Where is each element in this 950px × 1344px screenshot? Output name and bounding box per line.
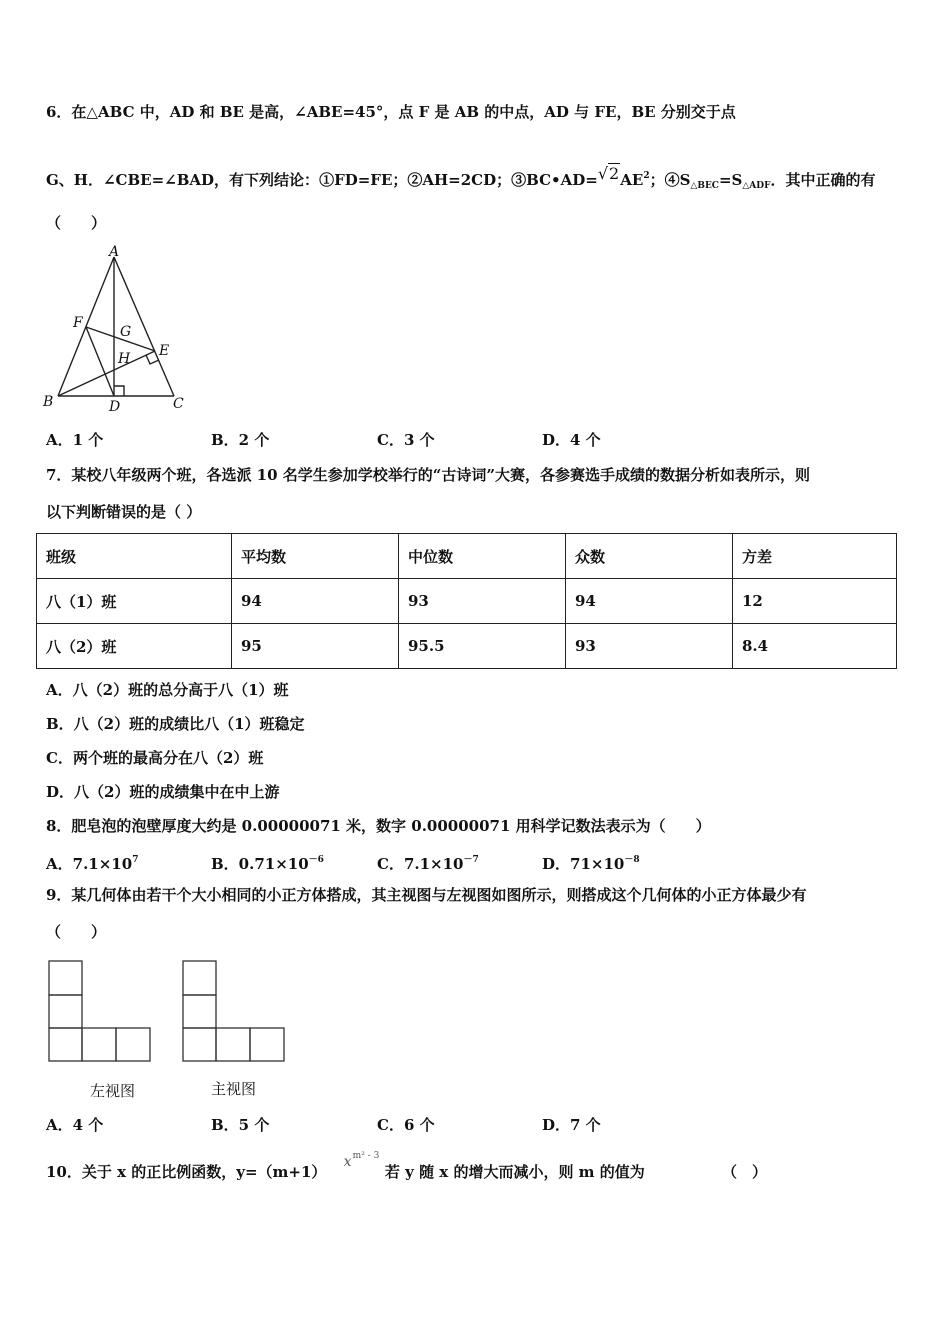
q6-option-c[interactable]: C．3 个 [377, 431, 435, 449]
q6-answer-blank: （ ） [46, 214, 107, 232]
table-header-row [37, 534, 897, 579]
table-row [37, 579, 897, 624]
table-cell: 95 [232, 624, 399, 669]
q9-option-b[interactable]: B．5 个 [211, 1116, 270, 1134]
q8-option-a[interactable] [46, 850, 138, 874]
q7-stem-line2: 以下判断错误的是（ ） [46, 503, 202, 521]
right-angle-mark-d [114, 386, 124, 396]
q6-options [46, 430, 846, 450]
header-class: 班级 [37, 534, 232, 579]
q6-option-b[interactable]: B．2 个 [211, 431, 270, 449]
header-mode: 众数 [566, 534, 733, 579]
table-cell: 93 [399, 579, 566, 624]
q6-stem-text-d: =S [718, 171, 743, 189]
q8-option-d[interactable] [542, 850, 640, 874]
label-b: B [43, 394, 54, 410]
main-view-caption: 主视图 [211, 1080, 257, 1098]
q6-stem-text-e: ．其中正确的有 [770, 171, 876, 189]
q8-stem: 8．肥皂泡的泡壁厚度大约是 0.00000071 米，数字 0.00000071 用科学记数法表示为（ ） [46, 817, 711, 835]
table-cell: 12 [733, 579, 897, 624]
q8-option-b[interactable] [211, 850, 324, 874]
q6-subscript-adf: △ADF [742, 181, 771, 191]
header-median: 中位数 [399, 534, 566, 579]
q6-option-d[interactable]: D．4 个 [542, 431, 601, 449]
table-cell: 94 [566, 579, 733, 624]
q9-stem: 9．某几何体由若干个大小相同的小正方体搭成，其主视图与左视图如图所示，则搭成这个几何体的小正方体最少有 [46, 886, 807, 904]
left-view-figure [48, 960, 153, 1063]
q10-stem [46, 1151, 645, 1182]
q6-stem-text-b: AE [620, 171, 644, 189]
q7-option-b[interactable]: B．八（2）班的成绩比八（1）班稳定 [46, 715, 305, 733]
header-variance: 方差 [733, 534, 897, 579]
q7-option-d[interactable]: D．八（2）班的成绩集中在中上游 [46, 783, 280, 801]
header-mean: 平均数 [232, 534, 399, 579]
label-f: F [73, 315, 83, 331]
q8-option-a-base: A．7.1×10 [46, 855, 133, 873]
q8-option-d-exp: －8 [624, 855, 640, 865]
table-cell: 95.5 [399, 624, 566, 669]
q10-power [332, 1151, 380, 1182]
q8-option-d-base: D．71×10 [542, 855, 625, 873]
q9-option-a[interactable]: A．4 个 [46, 1116, 104, 1134]
q6-stem-text-a: G、H．∠CBE=∠BAD，有下列结论：①FD=FE；②AH=2CD；③BC•AD= [46, 171, 598, 189]
q10-text-a: 10．关于 x 的正比例函数，y=（m+1） [46, 1163, 327, 1181]
q7-option-c[interactable]: C．两个班的最高分在八（2）班 [46, 749, 264, 767]
q8-options [46, 850, 846, 873]
sqrt-symbol: √2 [597, 164, 620, 183]
table-cell: 94 [232, 579, 399, 624]
label-g: G [120, 324, 132, 340]
q7-stem-line1: 7．某校八年级两个班，各选派 10 名学生参加学校举行的“古诗词”大赛，各参赛选手成绩的数据分析如表所示，则 [46, 466, 811, 484]
q9-options [46, 1115, 846, 1135]
table-cell: 八（2）班 [37, 624, 232, 669]
label-d: D [109, 399, 121, 415]
main-view-figure [182, 960, 287, 1063]
q9-option-c[interactable]: C．6 个 [377, 1116, 435, 1134]
q9-option-d[interactable]: D．7 个 [542, 1116, 601, 1134]
table-cell: 93 [566, 624, 733, 669]
q8-option-b-exp: －6 [308, 855, 324, 865]
q7-option-a[interactable]: A．八（2）班的总分高于八（1）班 [46, 681, 289, 699]
q10-power-base: x [343, 1154, 352, 1170]
segment-be [58, 351, 155, 396]
table-cell: 8.4 [733, 624, 897, 669]
q6-stem-text-c: ；④S [649, 171, 691, 189]
q6-exponent: 2 [643, 171, 650, 181]
q10-power-exponent: m² - 3 [352, 1151, 380, 1161]
triangle-figure [40, 243, 200, 418]
q6-subscript-bec: △BEC [690, 181, 719, 191]
q8-option-a-exp: 7 [132, 855, 139, 865]
q6-option-a[interactable]: A．1 个 [46, 431, 104, 449]
label-c: C [173, 396, 184, 412]
label-a: A [109, 244, 120, 260]
q6-stem-line2 [46, 164, 876, 196]
q9-answer-blank: （ ） [46, 923, 107, 941]
q8-option-c-exp: －7 [463, 855, 479, 865]
sqrt-argument: 2 [609, 164, 620, 183]
q7-data-table [36, 533, 897, 669]
segment-fd [86, 327, 114, 396]
label-h: H [118, 351, 131, 367]
q10-answer-blank: （ ） [722, 1163, 768, 1181]
q10-text-b: 若 y 随 x 的增大而减小，则 m 的值为 [384, 1163, 645, 1181]
table-cell: 八（1）班 [37, 579, 232, 624]
q8-option-c[interactable] [377, 850, 479, 874]
left-view-caption: 左视图 [90, 1082, 136, 1100]
q6-stem-line1: 6．在△ABC 中，AD 和 BE 是高，∠ABE=45°，点 F 是 AB 的中点，AD 与 FE，BE 分别交于点 [46, 103, 736, 121]
q8-option-c-base: C．7.1×10 [377, 855, 464, 873]
label-e: E [159, 343, 170, 359]
q8-option-b-base: B．0.71×10 [211, 855, 309, 873]
table-row [37, 624, 897, 669]
